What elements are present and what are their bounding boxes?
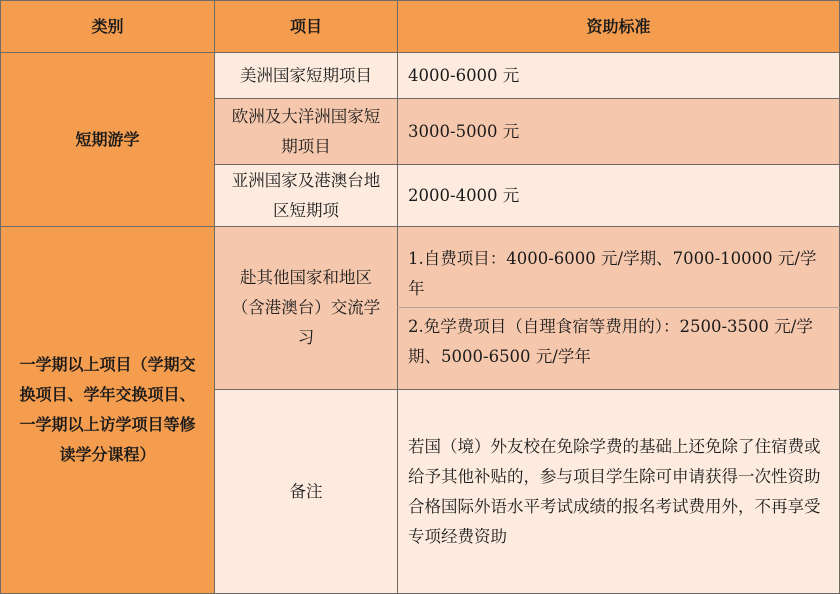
header-category: 类别 — [0, 0, 215, 53]
standard-tuition-waived: 2.免学费项目（自理食宿等费用的）：2500-3500 元/学期、5000-6500 元/学年 — [408, 317, 813, 366]
standard-self-funded: 1.自费项目：4000-6000 元/学期、7000-10000 元/学年 — [408, 249, 817, 298]
item-asia-hmt: 亚洲国家及港澳台地区短期项 — [214, 164, 398, 227]
item-europe-oceania: 欧洲及大洋洲国家短期项目 — [214, 98, 398, 165]
category-long-term: 一学期以上项目（学期交换项目、学年交换项目、一学期以上访学项目等修读学分课程） — [0, 226, 215, 594]
standard-europe-oceania: 3000-5000 元 — [397, 98, 840, 165]
standard-divider — [397, 307, 840, 308]
item-americas: 美洲国家短期项目 — [214, 52, 398, 99]
header-item: 项目 — [214, 0, 398, 53]
category-short-term: 短期游学 — [0, 52, 215, 227]
item-note: 备注 — [214, 389, 398, 594]
standard-note: 若国（境）外友校在免除学费的基础上还免除了住宿费或给予其他补贴的，参与项目学生除可申请获得一次性资助合格国际外语水平考试成绩的报名考试费用外，不再享受专项经费资助 — [397, 389, 840, 594]
standard-exchange — [397, 226, 840, 390]
standard-americas: 4000-6000 元 — [397, 52, 840, 99]
standard-asia-hmt: 2000-4000 元 — [397, 164, 840, 227]
header-standard: 资助标准 — [397, 0, 840, 53]
item-exchange: 赴其他国家和地区（含港澳台）交流学习 — [214, 226, 398, 390]
